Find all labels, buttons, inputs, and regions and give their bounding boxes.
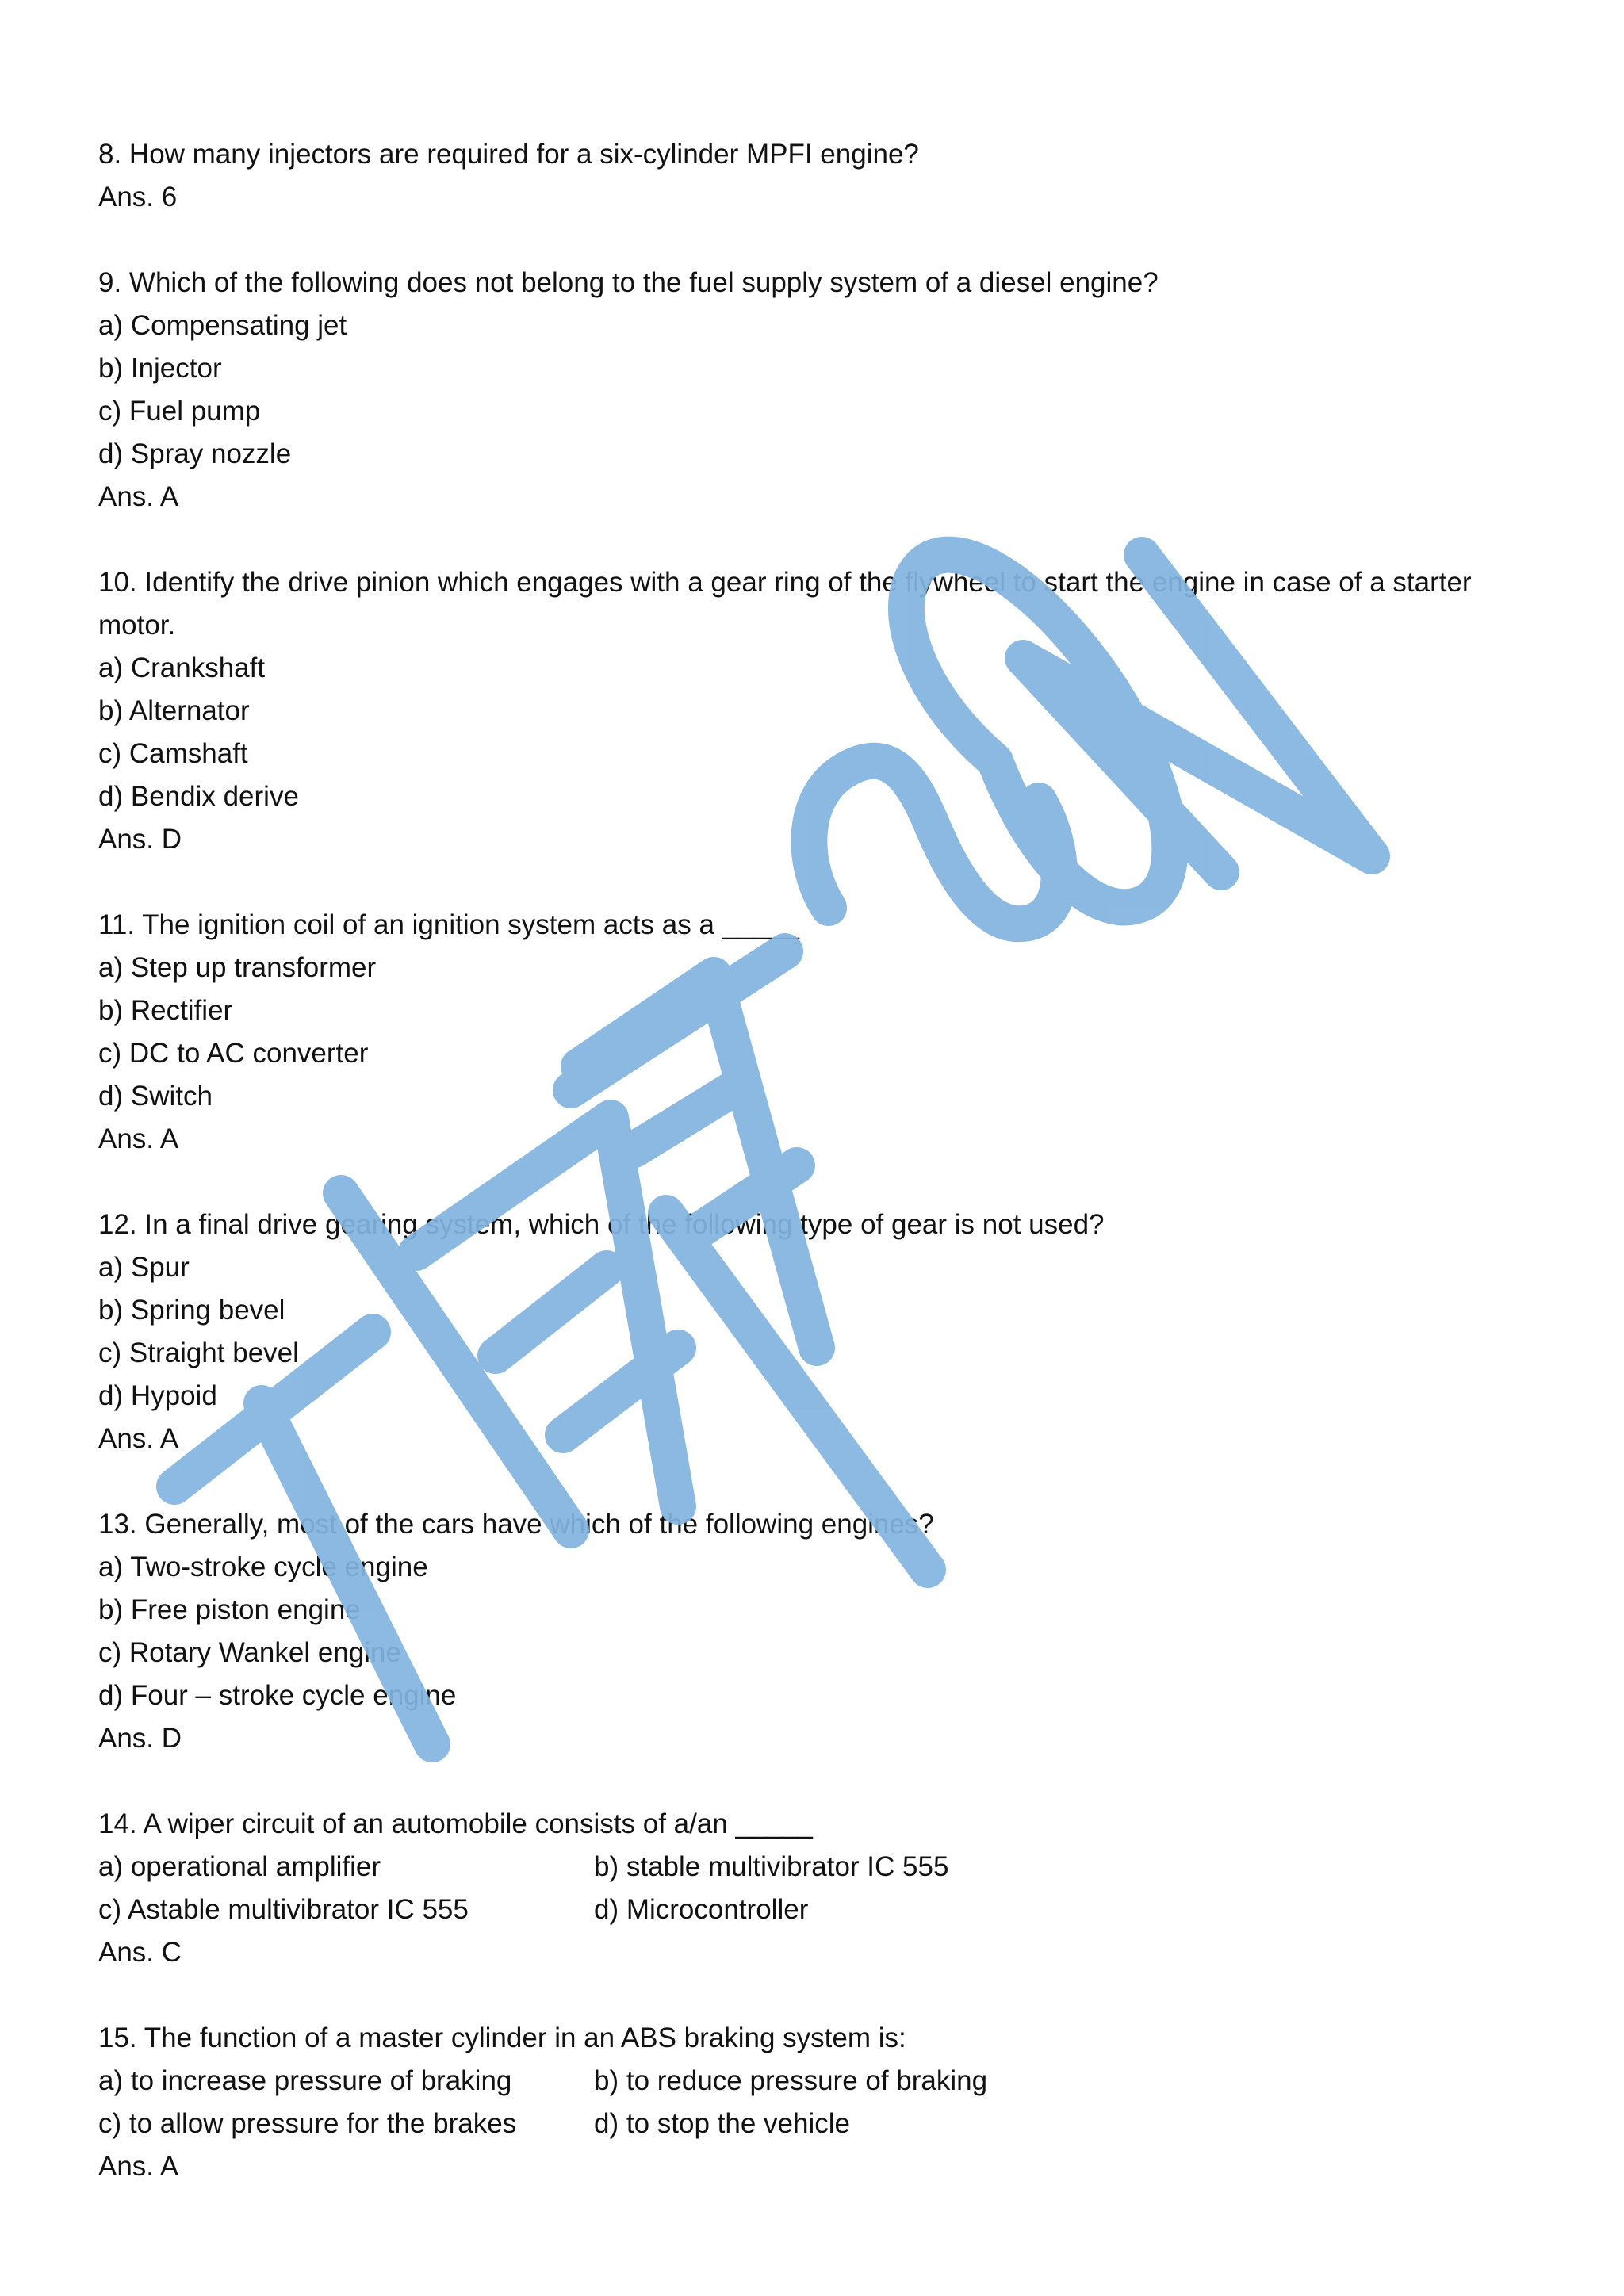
option-item: c) Camshaft <box>98 738 248 769</box>
option-item: d) Hypoid <box>98 1380 217 1411</box>
option-item: d) Four – stroke cycle engine <box>98 1680 457 1711</box>
option-row <box>98 1846 1526 1888</box>
question-text: 8. How many injectors are required for a six-cylinder MPFI engine? <box>98 139 919 170</box>
option-item: b) Free piston engine <box>98 1594 361 1625</box>
option-item: b) Injector <box>98 353 222 384</box>
question-block <box>98 1203 1526 1460</box>
option-item: d) to stop the vehicle <box>594 2108 850 2139</box>
option-item: c) Straight bevel <box>98 1337 299 1368</box>
option-row <box>98 2060 1526 2103</box>
option-item: c) DC to AC converter <box>98 1038 369 1069</box>
question-text: 9. Which of the following does not belong to the fuel supply system of a diesel engine? <box>98 267 1159 298</box>
option-item: b) Spring bevel <box>98 1295 285 1326</box>
option-item: b) stable multivibrator IC 555 <box>594 1851 949 1882</box>
question-block <box>98 1803 1526 1974</box>
question-text: 10. Identify the drive pinion which engages with a gear ring of the flywheel to start the engine in case of a starter <box>98 567 1472 598</box>
question-block <box>98 133 1526 219</box>
option-item: b) Alternator <box>98 695 250 726</box>
question-block <box>98 262 1526 519</box>
question-block <box>98 561 1526 861</box>
option-item: c) Astable multivibrator IC 555 <box>98 1894 469 1925</box>
option-item: a) Step up transformer <box>98 952 377 983</box>
option-item: d) Switch <box>98 1081 213 1112</box>
option-item: a) Two-stroke cycle engine <box>98 1552 428 1582</box>
answer-text: Ans. D <box>98 1723 182 1754</box>
option-item: c) to allow pressure for the brakes <box>98 2108 517 2139</box>
question-text: 12. In a final drive gearing system, which of the following type of gear is not used? <box>98 1209 1105 1240</box>
question-text: 14. A wiper circuit of an automobile consists of a/an _____ <box>98 1808 813 1839</box>
option-item: a) Compensating jet <box>98 310 347 341</box>
answer-text: Ans. 6 <box>98 182 178 212</box>
option-item: d) Bendix derive <box>98 781 299 812</box>
option-item: c) Fuel pump <box>98 396 261 427</box>
option-row <box>98 2103 1526 2145</box>
answer-text: Ans. D <box>98 824 182 855</box>
option-item: b) Rectifier <box>98 995 233 1026</box>
option-item: b) to reduce pressure of braking <box>594 2065 988 2096</box>
question-block <box>98 1503 1526 1760</box>
option-item: a) operational amplifier <box>98 1851 381 1882</box>
question-list <box>98 133 1526 2231</box>
option-item: a) Spur <box>98 1252 190 1283</box>
question-block <box>98 904 1526 1161</box>
question-block <box>98 2017 1526 2188</box>
answer-text: Ans. A <box>98 2151 179 2182</box>
option-item: d) Spray nozzle <box>98 438 292 469</box>
question-text: 15. The function of a master cylinder in an ABS braking system is: <box>98 2022 906 2053</box>
option-item: d) Microcontroller <box>594 1894 809 1925</box>
answer-text: Ans. C <box>98 1937 182 1968</box>
answer-text: Ans. A <box>98 1123 179 1154</box>
question-text: motor. <box>98 610 176 641</box>
option-item: c) Rotary Wankel engine <box>98 1637 401 1668</box>
question-text: 11. The ignition coil of an ignition system acts as a _____ <box>98 909 799 940</box>
answer-text: Ans. A <box>98 481 179 512</box>
question-text: 13. Generally, most of the cars have which of the following engines? <box>98 1509 934 1540</box>
option-row <box>98 1888 1526 1931</box>
answer-text: Ans. A <box>98 1423 179 1454</box>
option-item: a) Crankshaft <box>98 652 266 683</box>
option-item: a) to increase pressure of braking <box>98 2065 512 2096</box>
